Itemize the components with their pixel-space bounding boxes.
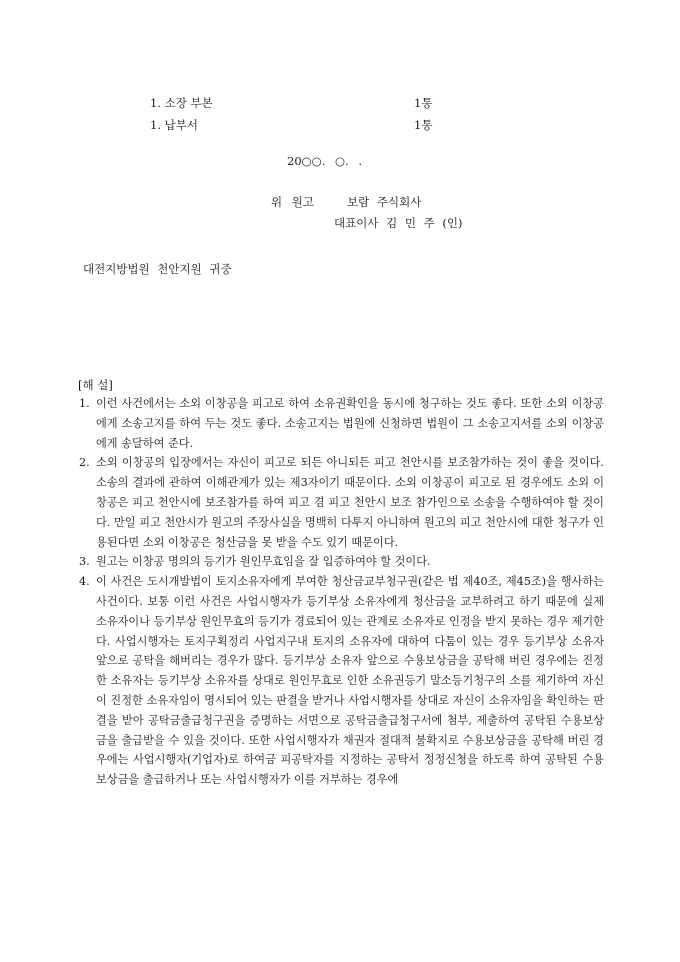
item-text: 소외 이창공의 입장에서는 자신이 피고로 되든 아니되든 피고 천안시를 보조참가하는 것이 좋을 것이다. 소송의 결과에 관하여 이해관계가 있는 제3자이기 때문이다. 소외 이창공이 피고로 된 경우에도 소외 이창공은 피고 천안시에 보조참가를 하여 피고 겸 피고 천안시 보조 참가인으로 소송을 수행하여야 할 것이다. 만일 피고 천안시가 원고의 주장사실을 명백히 다투지 아니하여 원고의 피고 천안시에 대한 청구가 인용된다면 소외 이창공은 청산금을 못 받을 수도 있기 때문이다. bbox=[96, 456, 604, 549]
commentary-list bbox=[79, 394, 604, 790]
item-number: 2. bbox=[79, 456, 90, 470]
item-text: 원고는 이창공 명의의 등기가 원인무효임을 잘 입증하여야 할 것이다. bbox=[96, 555, 431, 569]
attachment-item-qty: 1통 bbox=[414, 96, 433, 110]
attachment-item-label: 1. 소장 부본 bbox=[150, 96, 213, 110]
commentary-title: [해 설] bbox=[78, 378, 113, 392]
item-text: 이 사건은 도시개발법이 토지소유자에게 부여한 청산금교부청구권(같은 법 제40조, 제45조)을 행사하는 사건이다. 보통 이런 사건은 사업시행자가 등기부상 소유자에게 청산금을 교부하려고 하기 때문에 실제 소유자이나 등기부상 원인무효의 등기가 경료되어 있는 관계로 소유자로 인정을 받지 못하는 경우 제기한다. 사업시행자는 토지구획정리 사업지구내 토지의 소유자에 대하여 다툼이 있는 경우 등기부상 소유자 앞으로 공탁을 해버리는 경우가 많다. 등기부상 소유자 앞으로 수용보상금을 공탁해 버린 경우에는 진정한 소유자는 등기부상 소유자를 상대로 원인무효로 인한 소유권등기 말소등기청구의 소를 제기하여 자신이 진정한 소유자임이 명시되어 있는 판결을 받거나 사업시행자를 상대로 자신이 소유자임을 확인하는 판결을 받아 공탁금출급청구권을 증명하는 서면으로 공탁금출급청구서에 첨부, 제출하여 공탁된 수용보상금을 출급받을 수 있을 것이다. 또한 사업시행자가 채권자 절대적 불확지로 수용보상금을 공탁해 버린 경우에는 사업시행자(기업자)로 하여금 피공탁자를 지정하는 공탁서 정정신청을 하도록 하여 공탁된 수용보상금을 출급하거나 또는 사업시행자가 이를 거부하는 경우에 bbox=[96, 575, 604, 787]
filing-date: 20○○. ○. . bbox=[287, 154, 363, 168]
commentary-item bbox=[79, 552, 604, 572]
plaintiff-name: 보람 주식회사 bbox=[347, 195, 422, 209]
court-addressee: 대전지방법원 천안지원 귀중 bbox=[83, 262, 232, 276]
commentary-item bbox=[79, 453, 604, 552]
attachment-item-label: 1. 납부서 bbox=[150, 118, 198, 132]
commentary-item bbox=[79, 572, 604, 790]
plaintiff-representative: 대표이사 김 민 주 (인) bbox=[334, 216, 463, 230]
plaintiff-label: 위 원고 bbox=[271, 195, 314, 209]
item-number: 4. bbox=[79, 575, 90, 589]
item-text: 이런 사건에서는 소외 이창공을 피고로 하여 소유권확인을 동시에 청구하는 것도 좋다. 또한 소외 이창공에게 소송고지를 하여 두는 것도 좋다. 소송고지는 법원에 신청하면 법원이 그 소송고지서를 소외 이창공에게 송달하여 준다. bbox=[96, 397, 604, 450]
item-number: 3. bbox=[79, 555, 90, 569]
attachment-item-qty: 1통 bbox=[414, 118, 433, 132]
commentary-item bbox=[79, 394, 604, 453]
item-number: 1. bbox=[79, 397, 90, 410]
